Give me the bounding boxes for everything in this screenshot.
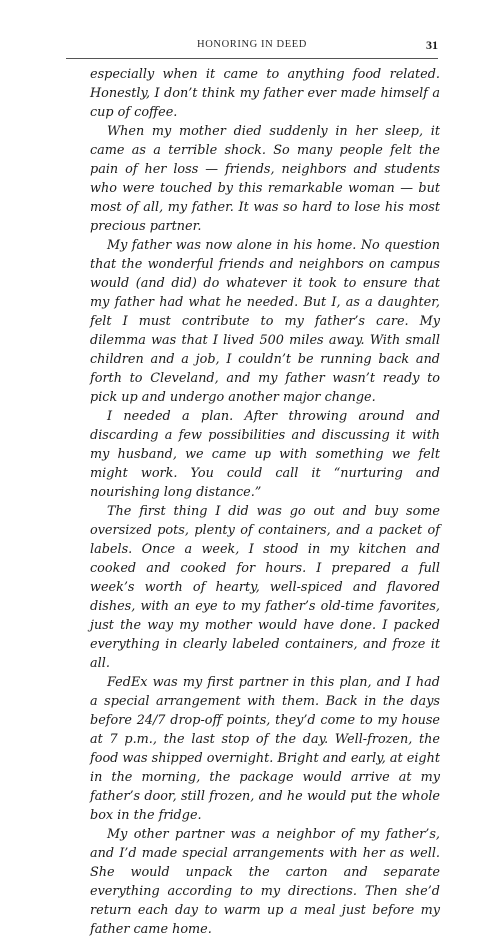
paragraph: When my mother died suddenly in her sleep, it came as a terrible shock. So many people felt the pain of her loss — friends, neighbors and students who were touched by this remarkable woman — but most of all, my father. It was so hard to lose his most precious partner. xyxy=(90,124,440,234)
running-head xyxy=(66,35,438,55)
body-text xyxy=(90,65,440,939)
paragraph: My other partner was a neighbor of my father’s, and I’d made special arrangements with her as well. She would unpack the carton and separate everything according to my directions. Then she’d return each day to warm up a meal just before my father came home. xyxy=(90,827,440,937)
page-number: 31 xyxy=(426,38,438,52)
running-title: HONORING IN DEED xyxy=(197,39,307,50)
paragraph: FedEx was my first partner in this plan, and I had a special arrangement with them. Back in the days before 24/7 drop-off points, they’d come to my house at 7 p.m., the last stop of the day. Well-frozen, the food was shipped overnight. Bright and early, at eight in the morning, the package would arrive at my father’s door, still frozen, and he would put the whole box in the fridge. xyxy=(90,675,440,823)
paragraph-continued: especially when it came to anything food related. Honestly, I don’t think my father ever made himself a cup of coffee. xyxy=(90,67,440,120)
paragraph: I needed a plan. After throwing around and discarding a few possibilities and discussing it with my husband, we came up with something we felt might work. You could call it “nurturing and nourishing long distance.” xyxy=(90,409,440,500)
paragraph: My father was now alone in his home. No question that the wonderful friends and neighbors on campus would (and did) do whatever it took to ensure that my father had what he needed. But I, as a daughter, felt I must contribute to my father’s care. My dilemma was that I lived 500 miles away. With small children and a job, I couldn’t be running back and forth to Cleveland, and my father wasn’t ready to pick up and undergo another major change. xyxy=(90,238,440,405)
paragraph: The first thing I did was go out and buy some oversized pots, plenty of containers, and a packet of labels. Once a week, I stood in my kitchen and cooked and cooked for hours. I prepared a full week’s worth of hearty, well-spiced and flavored dishes, with an eye to my father’s old-time favorites, just the way my mother would have done. I packed everything in clearly labeled containers, and froze it all. xyxy=(90,504,440,671)
header-rule xyxy=(66,58,438,59)
